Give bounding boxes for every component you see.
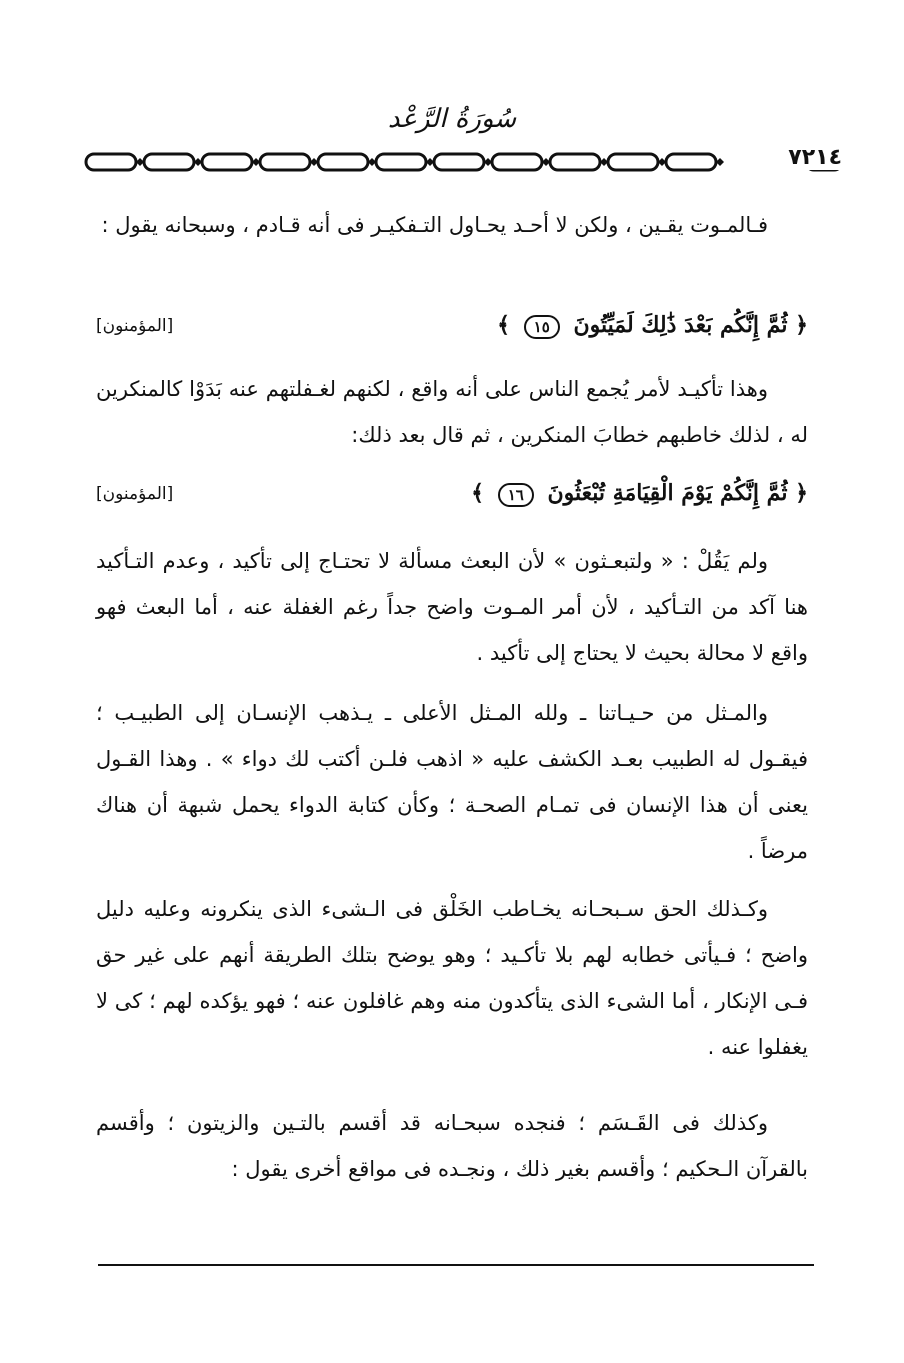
- verse-1: [96, 312, 808, 352]
- chain-link: [202, 154, 252, 170]
- verse-number: ١٥: [524, 315, 560, 339]
- paragraph-4: [96, 690, 808, 874]
- chain-diamond: [716, 158, 724, 166]
- chain-ornament-icon: [84, 148, 844, 176]
- chain-link: [492, 154, 542, 170]
- chain-link: [144, 154, 194, 170]
- chain-link: [666, 154, 716, 170]
- paragraph-text: وكذلك فى القَـسَم ؛ فنجده سبحـانه قد أقسم بالتـين والزيتون ؛ وأقسم بالقرآن الـحكيم ؛ وأقسم بغير ذلك ، ونجـده فى مواقع أخرى يقول :: [96, 1111, 808, 1181]
- verse-close-bracket: ﴾: [497, 312, 510, 338]
- verse-words: ﴿ ثُمَّ إِنَّكُم بَعْدَ ذَٰلِكَ لَمَيِّتُونَ: [573, 312, 808, 338]
- paragraph-text: والمـثل من حـيـاتنا ـ ولله المـثل الأعلى ـ يـذهب الإنسـان إلى الطبيـب ؛ فيقـول له الطبيب بعـد الكشف عليه « اذهب فلـن أكتب لك دواء » . وهذا القـول يعنى أن هذا الإنسان فى تمـام الصحـة ؛ وكأن كتابة الدواء يحمل شبهة أن هناك مرضاً .: [96, 701, 808, 863]
- chain-diamond: [484, 158, 492, 166]
- chain-link: [608, 154, 658, 170]
- chain-link: [434, 154, 484, 170]
- verse-reference: [المؤمنون]: [96, 316, 174, 336]
- chain-diamond: [542, 158, 550, 166]
- verse-close-bracket: ﴾: [471, 480, 485, 506]
- chain-diamond: [658, 158, 666, 166]
- paragraph-1: [96, 202, 808, 248]
- chain-diamond: [252, 158, 260, 166]
- chain-diamond: [136, 158, 144, 166]
- paragraph-6: [96, 1100, 808, 1192]
- chain-link: [318, 154, 368, 170]
- header-ornament-border: [84, 145, 844, 176]
- chain-diamond: [310, 158, 318, 166]
- verse-text: [497, 312, 808, 339]
- paragraph-text: ولم يَقُلْ : « ولتبعـثون » لأن البعث مسألة لا تحتـاج إلى تأكيد ، وعدم التـأكيد هنا آكد من التـأكيد ، لأن أمر المـوت واضح جداً رغم الغفلة عنه ، أما البعث فهو واقع لا محالة بحيث لا يحتاج إلى تأكيد .: [96, 549, 808, 665]
- chain-diamond: [600, 158, 608, 166]
- verse-number: ١٦: [498, 483, 534, 507]
- chain-diamond: [426, 158, 434, 166]
- paragraph-text: وهذا تأكيـد لأمر يُجمع الناس على أنه واقع ، لكنهم لغـفلتهم عنه بَدَوْا كالمنكرين له ، لذلك خاطبهم خطابَ المنكرين ، ثم قال بعد ذلك:: [96, 377, 808, 447]
- paragraph-2: [96, 366, 808, 458]
- chain-diamond: [368, 158, 376, 166]
- verse-text: [471, 480, 808, 507]
- chain-diamond: [194, 158, 202, 166]
- surah-title: سُورَةُ الرَّعْد: [387, 104, 517, 134]
- chain-link: [86, 154, 136, 170]
- paragraph-text: فـالمـوت يقـين ، ولكن لا أحـد يحـاول التـفكيـر فى أنه قـادم ، وسبحانه يقول :: [101, 213, 768, 237]
- chain-link: [550, 154, 600, 170]
- chain-link: [376, 154, 426, 170]
- page-number: ٧٢١٤: [788, 145, 842, 170]
- paragraph-text: وكـذلك الحق سـبحـانه يخـاطب الخَلْق فى الـشىء الذى ينكرونه وعليه دليل واضح ؛ فـيأتى خطابه لهم بلا تأكـيد ؛ وهو يوضح بتلك الطريقة أنهم على غير حق فـى الإنكار ، أما الشىء الذى يتأكدون منه وهم غافلون عنه ؛ فهو يؤكده لهم ؛ كى لا يغفلوا عنه .: [96, 897, 808, 1059]
- verse-words: ﴿ ثُمَّ إِنَّكُمْ يَوْمَ الْقِيَامَةِ تُبْعَثُونَ: [547, 480, 808, 506]
- verse-2: [96, 480, 808, 520]
- verse-reference: [المؤمنون]: [96, 484, 174, 504]
- chain-link: [260, 154, 310, 170]
- footer-rule: [98, 1264, 814, 1266]
- paragraph-5: [96, 886, 808, 1070]
- paragraph-3: [96, 538, 808, 676]
